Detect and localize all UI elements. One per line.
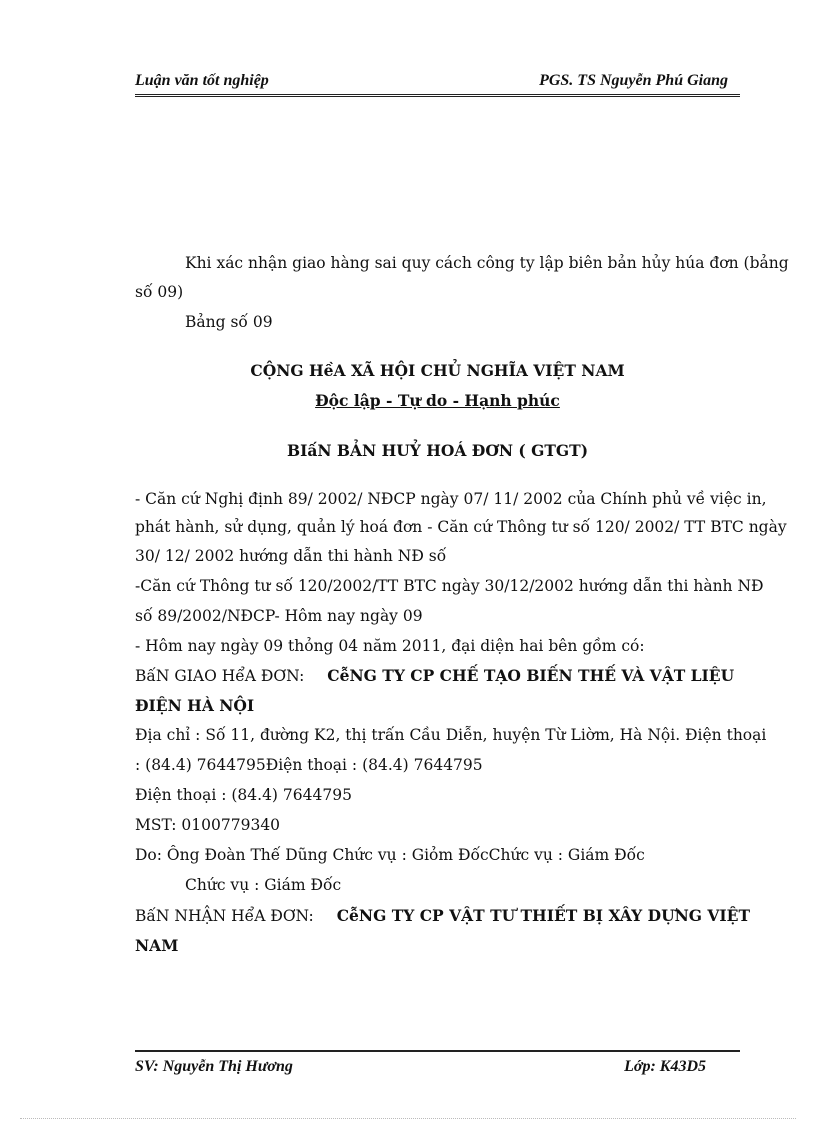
page-bottom-divider xyxy=(20,1118,796,1119)
paragraph-2-line-1: -Căn cứ Thông tư số 120/2002/TT BTC ngày 30/12/2002 hướng dẫn thi hành NĐ xyxy=(135,577,764,595)
address-line-1: Địa chỉ : Số 11, đường K2, thị trấn Cầu Diễn, huyện Từ Liờm, Hà Nội. Điện thoại xyxy=(135,726,767,744)
paragraph-1-line-2: phát hành, sử dụng, quản lý hoá đơn - Căn cứ Thông tư số 120/ 2002/ TT BTC ngày xyxy=(135,518,787,536)
position-line: Chức vụ : Giám Đốc xyxy=(185,876,342,894)
national-title: CỘNG HềA XÃ HỘI CHỦ NGHĨA VIỆT NAM xyxy=(250,361,625,380)
seller-row xyxy=(135,666,734,685)
page-footer xyxy=(135,1050,740,1084)
buyer-label: BấN NHẬN HểA ĐƠN: xyxy=(135,907,314,925)
table-label: Bảng số 09 xyxy=(185,313,273,331)
address-line-2: : (84.4) 7644795Điện thoại : (84.4) 7644795 xyxy=(135,756,483,774)
header-supervisor: PGS. TS Nguyễn Phú Giang xyxy=(539,72,728,89)
paragraph-1-line-1: - Căn cứ Nghị định 89/ 2002/ NĐCP ngày 07/ 11/ 2002 của Chính phủ về việc in, xyxy=(135,490,767,508)
tax-code-line: MST: 0100779340 xyxy=(135,816,281,834)
seller-label: BấN GIAO HểA ĐƠN: xyxy=(135,667,305,685)
document-title: BIấN BẢN HUỶ HOÁ ĐƠN ( GTGT) xyxy=(286,441,589,460)
intro-line-2: số 09) xyxy=(135,283,184,301)
paragraph-2-line-2: số 89/2002/NĐCP- Hôm nay ngày 09 xyxy=(135,607,423,625)
buyer-row xyxy=(135,906,750,925)
intro-line-1: Khi xác nhận giao hàng sai quy cách công ty lập biên bản hủy húa đơn (bảng xyxy=(185,254,789,272)
paragraph-3: - Hôm nay ngày 09 thỏng 04 năm 2011, đại diện hai bên gồm có: xyxy=(135,637,645,655)
footer-class: Lớp: K43D5 xyxy=(624,1058,706,1075)
representative-line: Do: Ông Đoàn Thế Dũng Chức vụ : Giỏm ĐốcChức vụ : Giám Đốc xyxy=(135,846,645,864)
footer-student: SV: Nguyễn Thị Hương xyxy=(135,1058,293,1075)
seller-name-line-2: ĐIỆN HÀ NỘI xyxy=(135,696,255,715)
phone-line: Điện thoại : (84.4) 7644795 xyxy=(135,786,352,804)
buyer-name-line-2: NAM xyxy=(135,936,179,955)
national-motto: Độc lập - Tự do - Hạnh phúc xyxy=(315,391,560,410)
paragraph-1-line-3: 30/ 12/ 2002 hướng dẫn thi hành NĐ số xyxy=(135,547,447,565)
seller-name: CễNG TY CP CHẾ TẠO BIẾN THẾ VÀ VẬT LIỆU xyxy=(327,666,735,685)
buyer-name: CễNG TY CP VẬT TƯ THIẾT BỊ XÂY DỰNG VIỆT xyxy=(336,906,751,925)
page-header xyxy=(135,72,740,97)
header-thesis-label: Luận văn tốt nghiệp xyxy=(135,72,269,89)
